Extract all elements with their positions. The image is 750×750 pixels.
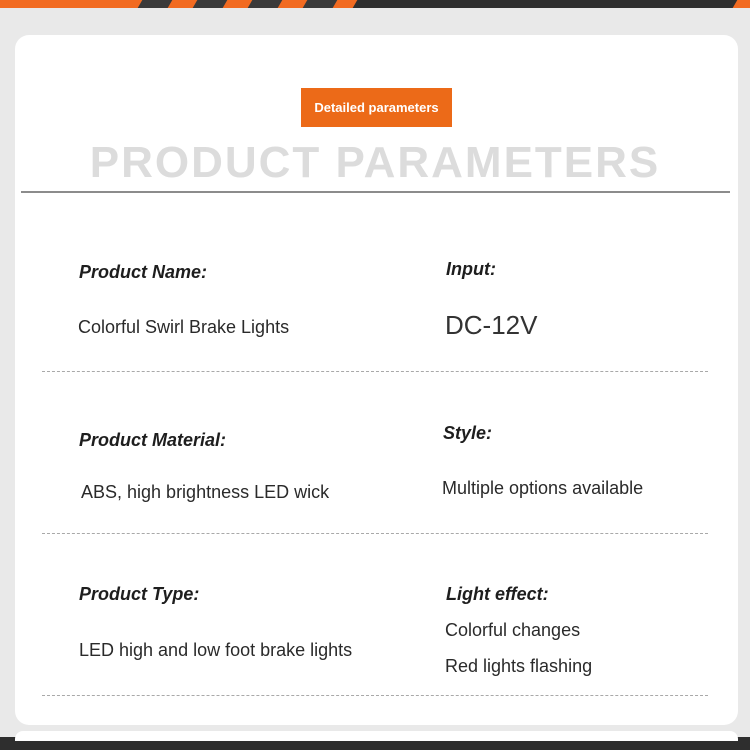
row-divider — [42, 695, 708, 696]
style-label: Style: — [443, 423, 493, 443]
product-name-label: Product Name: — [79, 262, 208, 282]
band-dark-segment — [353, 0, 738, 8]
detailed-parameters-badge: Detailed parameters — [301, 88, 452, 127]
band-stripe — [138, 0, 173, 8]
product-material-value: ABS, high brightness LED wick — [81, 482, 330, 502]
light-effect-value-1: Colorful changes — [445, 620, 581, 640]
product-type-label: Product Type: — [79, 584, 200, 604]
product-type-value: LED high and low foot brake lights — [79, 640, 353, 660]
top-accent-band — [0, 0, 750, 8]
light-effect-value-2: Red lights flashing — [445, 656, 593, 676]
input-label: Input: — [446, 259, 496, 279]
band-stripe — [303, 0, 338, 8]
input-value: DC-12V — [445, 310, 538, 340]
band-stripe — [193, 0, 228, 8]
style-value: Multiple options available — [442, 478, 644, 498]
product-material-label: Product Material: — [79, 430, 227, 450]
title-divider — [21, 191, 730, 193]
row-divider — [42, 533, 708, 534]
product-name-value: Colorful Swirl Brake Lights — [78, 317, 290, 337]
next-card-edge — [15, 731, 738, 741]
page-title: PRODUCT PARAMETERS — [89, 138, 661, 187]
band-stripe — [248, 0, 283, 8]
row-divider — [42, 371, 708, 372]
light-effect-label: Light effect: — [446, 584, 549, 604]
